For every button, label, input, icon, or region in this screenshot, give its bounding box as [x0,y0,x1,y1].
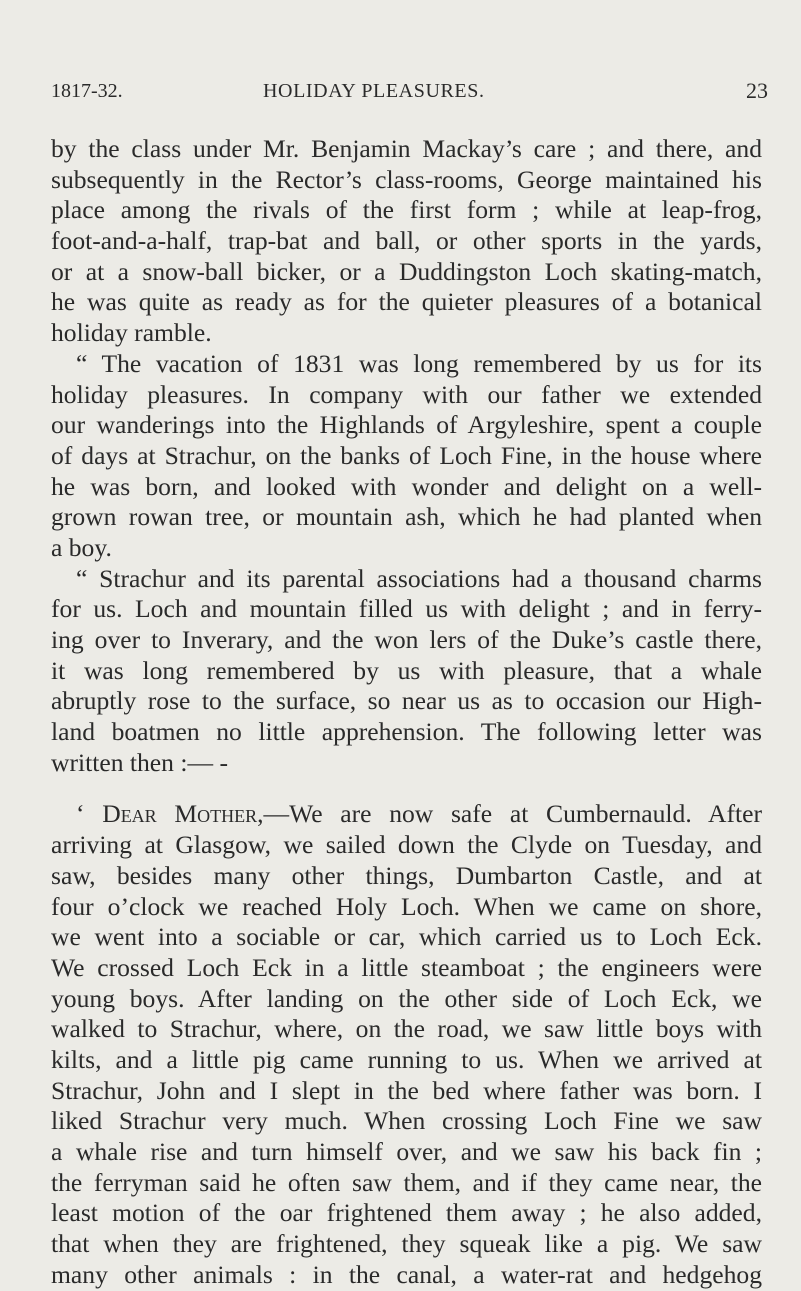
paragraph [51,564,762,779]
text-line: holiday pleasures. In company with our father we extended [51,379,762,409]
text-line: We crossed Loch Eck in a little steamboat ; the engineers were [51,952,762,982]
paragraph [51,134,762,349]
text-line: a boy. [51,532,112,562]
text-line: saw, besides many other things, Dumbarton Castle, and at [51,860,762,890]
text-line: place among the rivals of the first form ; while at leap-frog, [51,195,762,225]
text-line: he was quite as ready as for the quieter pleasures of a botanical [51,287,762,317]
text-line: least motion of the oar frightened them away ; he also added, [51,1198,762,1228]
header-title: HOLIDAY PLEASURES. [263,80,485,102]
text-line: land boatmen no little apprehension. The following letter was [51,717,762,747]
text-line: abruptly rose to the surface, so near us as to occasion our High- [51,686,762,716]
text-line: liked Strachur very much. When crossing Loch Fine we saw [51,1106,762,1136]
text-line: a whale rise and turn himself over, and we saw his back fin ; [51,1137,762,1166]
text-line: kilts, and a little pig came running to us. When we arrived at [51,1044,762,1074]
text-line: we went into a sociable or car, which carried us to Loch Eck. [51,922,762,952]
page-number: 23 [746,78,768,103]
text-line: arriving at Glasgow, we sailed down the Clyde on Tuesday, and [51,830,762,860]
text-line: he was born, and looked with wonder and delight on a well- [51,471,762,501]
paragraph [51,349,762,564]
text-line: “ Strachur and its parental associations had a thousand charms [76,563,762,593]
header-years: 1817-32. [51,80,123,102]
text-line: foot-and-a-half, trap-bat and ball, or other sports in the yards, [51,226,762,256]
text-line: or at a snow-ball bicker, or a Duddingston Loch skating-match, [51,256,762,286]
letter-paragraph [51,799,762,1290]
text-line: the ferryman said he often saw them, and if they came near, the [51,1167,762,1197]
text-line: holiday ramble. [51,318,212,348]
text-line: subsequently in the Rector’s class-rooms, George maintained his [51,164,762,194]
text-line: written then :— - [51,747,228,777]
letter-salutation: ‘ Dear Mother, [76,799,264,829]
text-line: young boys. After landing on the other side of Loch Eck, we [51,983,762,1013]
text-line: Strachur, John and I slept in the bed where father was born. I [51,1075,762,1105]
text-line [51,799,762,830]
text-line: for us. Loch and mountain filled us with delight ; and in ferry- [51,594,762,624]
text-line: ing over to Inverary, and the won lers of the Duke’s castle there, [51,625,762,654]
text-line: it was long remembered by us with pleasure, that a whale [51,655,762,685]
text-line: of days at Strachur, on the banks of Loch Fine, in the house where [51,440,762,470]
text-fragment: —We are now safe at Cumbernauld. After [263,799,762,829]
text-line: that when they are frightened, they squeak like a pig. We saw [51,1229,762,1259]
text-line: our wanderings into the Highlands of Argyleshire, spent a couple [51,410,762,440]
text-line: by the class under Mr. Benjamin Mackay’s care ; and there, and [51,134,762,163]
running-header [0,80,801,110]
text-line: grown rowan tree, or mountain ash, which he had planted when [51,502,762,532]
text-line: four o’clock we reached Holy Loch. When we came on shore, [51,891,762,921]
text-line: many other animals : in the canal, a water-rat and hedgehog [51,1259,762,1289]
text-line: walked to Strachur, where, on the road, we saw little boys with [51,1014,762,1044]
text-line: “ The vacation of 1831 was long remembered by us for its [76,348,762,378]
body-text [51,134,762,1290]
